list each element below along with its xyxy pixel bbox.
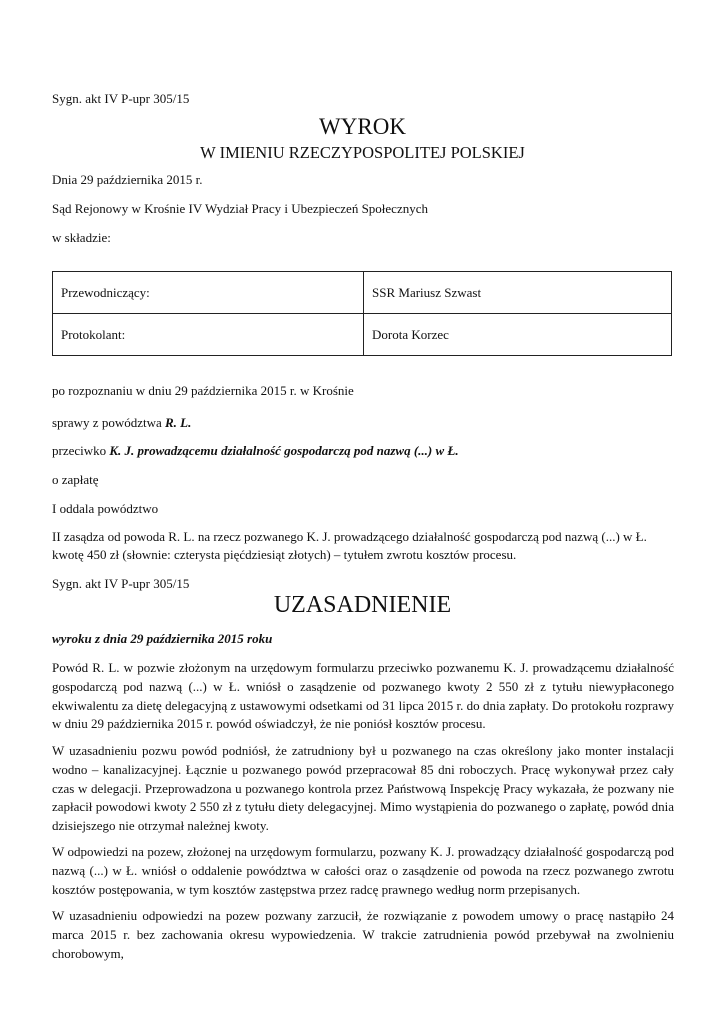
court-name: Sąd Rejonowy w Krośnie IV Wydział Pracy i Ubezpieczeń Społecznych — [52, 201, 428, 216]
judgment-title: WYROK — [319, 114, 406, 139]
justification-title: UZASADNIENIE — [273, 592, 452, 618]
case-signature-justification: Sygn. akt IV P-upr 305/15 — [52, 576, 190, 591]
table-row — [53, 314, 672, 356]
court-panel-table — [52, 271, 672, 356]
composition-label: w składzie: — [52, 230, 111, 245]
panel-name-cell: SSR Mariusz Szwast — [364, 272, 672, 314]
justification-paragraph-1: Powód R. L. w pozwie złożonym na urzędowym formularzu przeciwko pozwanemu K. J. prowadzącemu działalność gospodarczą pod nazwą (...) w Ł. wniósł o zasądzenie od pozwanego kwoty 2 550 zł z tytułu niewypłaconego ekwiwalentu za dietę delegacyjną z ustawowymi odsetkami od 31 lipca 2015 r. do dnia zapłaty. Do protokołu rozprawy w dniu 29 października 2015 r. powód oświadczył, że nie poniósł kosztów procesu. — [52, 660, 674, 732]
panel-role-cell: Protokolant: — [53, 314, 364, 356]
table-row — [53, 272, 672, 314]
defendant-line — [52, 443, 459, 459]
case-signature-top: Sygn. akt IV P-upr 305/15 — [52, 91, 190, 106]
hearing-info: po rozpoznaniu w dniu 29 października 2015 r. w Krośnie — [52, 383, 354, 398]
against-prefix: przeciwko — [52, 443, 110, 458]
panel-role-cell: Przewodniczący: — [53, 272, 364, 314]
claimant-name: R. L. — [165, 415, 192, 430]
panel-name-cell: Dorota Korzec — [364, 314, 672, 356]
judgment-subtitle: W IMIENIU RZECZYPOSPOLITEJ POLSKIEJ — [200, 143, 525, 162]
ruling-point-1: I oddala powództwo — [52, 501, 159, 516]
justification-paragraph-4: W uzasadnieniu odpowiedzi na pozew pozwany zarzucił, że rozwiązanie z powodem umowy o pracę nastąpiło 24 marca 2015 r. bez zachowania okresu wypowiedzenia. W trakcie zatrudnienia powód przebywał na zwolnieniu chorobowym, — [52, 908, 674, 961]
ruling-point-2-line-2: kwotę 450 zł (słownie: czterysta pięćdziesiąt złotych) – tytułem zwrotu kosztów procesu. — [52, 547, 517, 562]
case-subject: o zapłatę — [52, 472, 99, 487]
claim-prefix: sprawy z powództwa — [52, 415, 165, 430]
ruling-point-2-line-1: II zasądza od powoda R. L. na rzecz pozwanego K. J. prowadzącego działalność gospodarczą pod nazwą (...) w Ł. — [52, 529, 647, 544]
justification-paragraph-2: W uzasadnieniu pozwu powód podniósł, że zatrudniony był u pozwanego na czas określony jako monter instalacji wodno – kanalizacyjnej. Łącznie u pozwanego powód przepracował 85 dni roboczych. Pracę wykonywał przez cały czas w delegacji. Przeprowadzona u pozwanego kontrola przez Państwową Inspekcję Pracy wykazała, że pozwany nie zapłacił powodowi kwoty 2 550 zł z tytułu diety delegacyjnej. Mimo wystąpienia do pozwanego o zapłatę, powód dnia dzisiejszego nie otrzymał należnej kwoty. — [52, 743, 674, 834]
claim-line — [52, 415, 191, 431]
justification-subtitle: wyroku z dnia 29 października 2015 roku — [52, 631, 273, 646]
justification-paragraph-3: W odpowiedzi na pozew, złożonej na urzędowym formularzu, pozwany K. J. prowadzący działalność gospodarczą pod nazwą (...) w Ł. wniósł o oddalenie powództwa w całości oraz o zasądzenie od powoda na rzecz pozwanego zwrotu kosztów postępowania, w tym kosztów zastępstwa przez radcę prawnego według norm przepisanych. — [52, 844, 674, 897]
judgment-date: Dnia 29 października 2015 r. — [52, 172, 203, 187]
defendant-name: K. J. prowadzącemu działalność gospodarczą pod nazwą (...) w Ł. — [109, 443, 459, 458]
